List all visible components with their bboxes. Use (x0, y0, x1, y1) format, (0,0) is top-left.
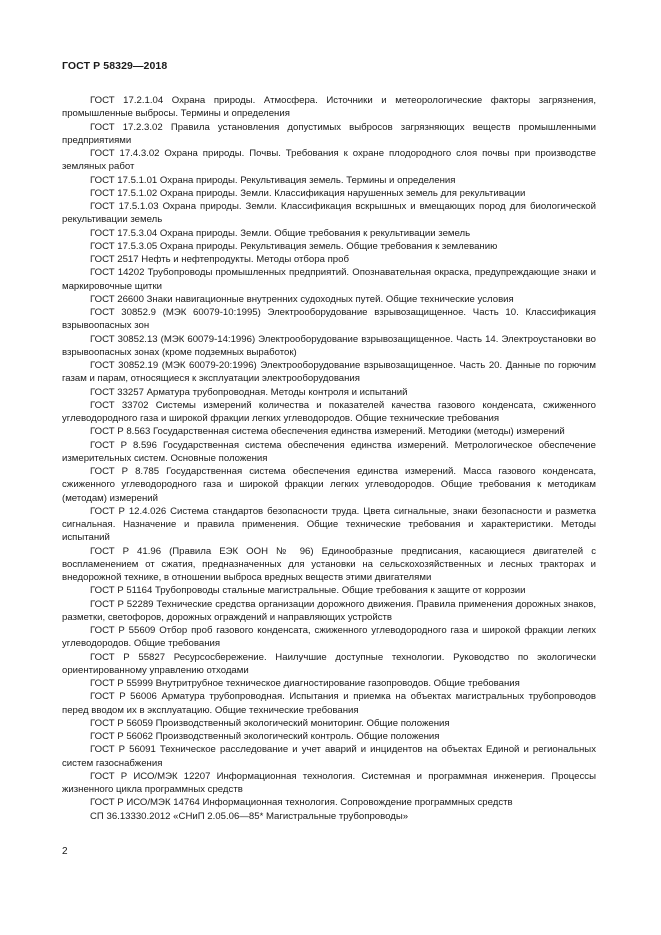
reference-entry: ГОСТ 17.5.1.03 Охрана природы. Земли. Классификация вскрышных и вмещающих пород для биологической рекультивации земель (62, 201, 596, 226)
reference-entry: ГОСТ 17.5.3.04 Охрана природы. Земли. Общие требования к рекультивации земель (90, 227, 471, 239)
reference-entry: ГОСТ Р 41.96 (Правила ЕЭК ООН № 96) Единообразные предписания, касающиеся двигателей с воспламенением от сжатия, предназначенных для установки на сельскохозяйственных и лесных тракторах и внедорожной технике, в отношении выброса вредных веществ этими двигателями (62, 545, 596, 583)
reference-entry: ГОСТ Р 56062 Производственный экологический контроль. Общие положения (90, 731, 440, 742)
reference-entry: ГОСТ 2517 Нефть и нефтепродукты. Методы отбора проб (90, 254, 349, 265)
reference-entry: ГОСТ 30852.13 (МЭК 60079-14:1996) Электрооборудование взрывозащищенное. Часть 14. Электроустановки во взрывоопасных зонах (кроме подземных выработок) (62, 333, 596, 358)
normative-references-list (62, 94, 596, 823)
reference-entry: ГОСТ Р 56006 Арматура трубопроводная. Испытания и приемка на объектах магистральных трубопроводов перед вводом их в эксплуатацию. Общие технические требования (62, 691, 596, 716)
reference-entry: ГОСТ 30852.9 (МЭК 60079-10:1995) Электрооборудование взрывозащищенное. Часть 10. Классификация взрывоопасных зон (62, 307, 596, 332)
reference-entry: ГОСТ 17.4.3.02 Охрана природы. Почвы. Требования к охране плодородного слоя почвы при производстве земляных работ (62, 148, 596, 173)
reference-entry: ГОСТ Р 56091 Техническое расследование и учет аварий и инцидентов на объектах Единой и региональных систем газоснабжения (62, 744, 596, 769)
page-number: 2 (62, 846, 68, 857)
reference-entry: ГОСТ 33702 Системы измерений количества и показателей качества газового конденсата, сжиженного углеводородного газа и широкой фракции легких углеводородов. Общие технические требования (62, 399, 596, 424)
reference-entry: ГОСТ 17.5.1.01 Охрана природы. Рекультивация земель. Термины и определения (90, 174, 456, 186)
reference-entry: ГОСТ Р 52289 Технические средства организации дорожного движения. Правила применения дорожных знаков, разметки, светофоров, дорожных ограждений и направляющих устройств (62, 598, 596, 623)
reference-entry: ГОСТ Р 8.596 Государственная система обеспечения единства измерений. Метрологическое обеспечение измерительных систем. Основные положения (62, 439, 596, 464)
reference-entry: ГОСТ 17.2.3.02 Правила установления допустимых выбросов загрязняющих веществ промышленными предприятиями (62, 121, 596, 146)
reference-entry: ГОСТ 26600 Знаки навигационные внутренних судоходных путей. Общие технические условия (90, 293, 514, 305)
reference-entry: ГОСТ Р 8.785 Государственная система обеспечения единства измерений. Масса газового конденсата, сжиженного углеводородного газа и широкой фракции легких углеводородов. Общие требования к методикам (методам) измерений (62, 466, 596, 504)
reference-entry: ГОСТ Р 12.4.026 Система стандартов безопасности труда. Цвета сигнальные, знаки безопасности и разметка сигнальная. Назначение и правила применения. Общие технические требования и характеристики. Методы испытаний (62, 505, 596, 544)
reference-entry: ГОСТ Р 55999 Внутритрубное техническое диагностирование газопроводов. Общие требования (90, 678, 520, 689)
document-header: ГОСТ Р 58329—2018 (62, 60, 168, 72)
reference-entry: ГОСТ 17.2.1.04 Охрана природы. Атмосфера. Источники и метеорологические факторы загрязнения, промышленные выбросы. Термины и определения (62, 95, 596, 120)
reference-entry: ГОСТ Р 8.563 Государственная система обеспечения единства измерений. Методики (методы) измерений (90, 426, 565, 438)
reference-entry: ГОСТ Р ИСО/МЭК 12207 Информационная технология. Системная и программная инженерия. Процессы жизненного цикла программных средств (62, 770, 596, 795)
reference-entry: ГОСТ Р 51164 Трубопроводы стальные магистральные. Общие требования к защите от коррозии (90, 585, 526, 597)
reference-entry: СП 36.13330.2012 «СНиП 2.05.06—85* Магистральные трубопроводы» (90, 810, 409, 822)
reference-entry: ГОСТ 30852.19 (МЭК 60079-20:1996) Электрооборудование взрывозащищенное. Часть 20. Данные по горючим газам и парам, относящиеся к эксплуатации электрооборудования (62, 360, 596, 385)
reference-entry: ГОСТ Р ИСО/МЭК 14764 Информационная технология. Сопровождение программных средств (90, 797, 513, 809)
reference-entry: ГОСТ Р 55827 Ресурсосбережение. Наилучшие доступные технологии. Руководство по экологически ориентированному управлению отходами (62, 651, 596, 676)
reference-entry: ГОСТ Р 56059 Производственный экологический мониторинг. Общие положения (90, 717, 450, 729)
reference-entry: ГОСТ 14202 Трубопроводы промышленных предприятий. Опознавательная окраска, предупреждающие знаки и маркировочные щитки (62, 267, 596, 292)
reference-entry: ГОСТ 17.5.1.02 Охрана природы. Земли. Классификация нарушенных земель для рекультивации (90, 187, 526, 199)
reference-entry: ГОСТ 17.5.3.05 Охрана природы. Рекультивация земель. Общие требования к землеванию (90, 240, 498, 252)
reference-entry: ГОСТ Р 55609 Отбор проб газового конденсата, сжиженного углеводородного газа и широкой фракции легких углеводородов. Общие требования (62, 625, 596, 650)
reference-entry: ГОСТ 33257 Арматура трубопроводная. Методы контроля и испытаний (90, 386, 408, 398)
